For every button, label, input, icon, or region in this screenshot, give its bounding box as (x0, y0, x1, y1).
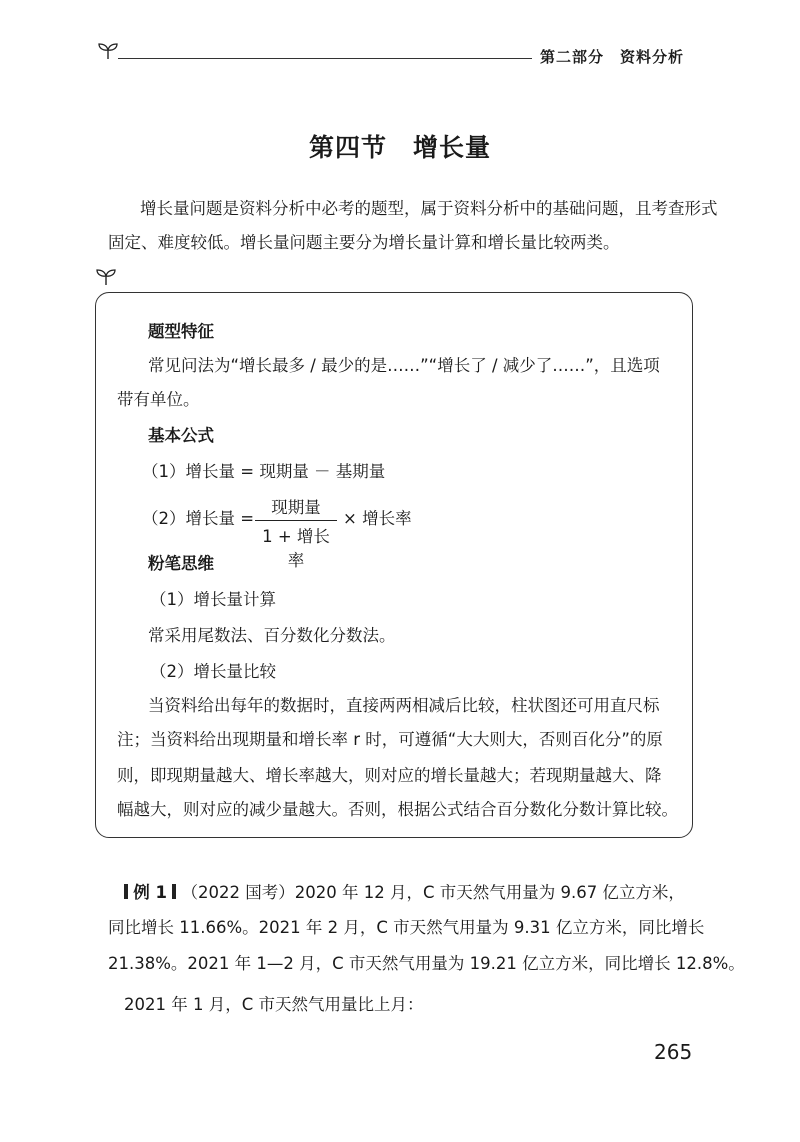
example-question: 2021 年 1 月，C 市天然气用量比上月： (124, 995, 424, 1014)
page-number: 265 (654, 1040, 693, 1064)
formula-1: （1）增长量 = 现期量 － 基期量 (142, 462, 386, 481)
calc-title: （1）增长量计算 (150, 590, 276, 609)
features-line-1: 常见问法为“增长最多 / 最少的是……”“增长了 / 减少了……”，且选项 (148, 356, 660, 375)
intro-line-1: 增长量问题是资料分析中必考的题型，属于资料分析中的基础问题，且考查形式 (140, 199, 718, 218)
sprout-icon (97, 42, 119, 60)
example-marker-right (172, 884, 176, 899)
formula-2-fraction (255, 494, 337, 571)
page-title: 第四节 增长量 (308, 133, 491, 162)
intro-line-2: 固定、难度较低。增长量问题主要分为增长量计算和增长量比较两类。 (108, 233, 620, 252)
example-line-3: 21.38%。2021 年 1—2 月，C 市天然气用量为 19.21 亿立方米，同比增长 12.8%。 (108, 954, 745, 973)
fraction-denominator: 1 + 增长率 (262, 527, 330, 570)
box-heading-features: 题型特征 (148, 322, 214, 341)
example-label: 例 1 (133, 883, 167, 902)
example-marker-left (124, 884, 128, 899)
fraction-numerator: 现期量 (271, 498, 321, 517)
compare-line-4: 幅越大，则对应的减少量越大。否则，根据公式结合百分数化分数计算比较。 (117, 800, 678, 819)
section-header: 第二部分 资料分析 (540, 48, 685, 66)
compare-title: （2）增长量比较 (150, 662, 276, 681)
sprout-icon (95, 268, 117, 286)
formula-2-left: （2）增长量 = (142, 509, 255, 528)
compare-line-1: 当资料给出每年的数据时，直接两两相减后比较，柱状图还可用直尺标 (148, 696, 660, 715)
example-line-1-text: （2022 国考）2020 年 12 月，C 市天然气用量为 9.67 亿立方米， (181, 883, 685, 902)
example-line-1 (124, 876, 685, 910)
features-line-2: 带有单位。 (117, 390, 200, 409)
calc-body: 常采用尾数法、百分数化分数法。 (148, 626, 396, 645)
box-heading-formula: 基本公式 (148, 426, 214, 445)
formula-2-right: × 增长率 (343, 509, 412, 528)
example-line-2: 同比增长 11.66%。2021 年 2 月，C 市天然气用量为 9.31 亿立方米，同比增长 (108, 918, 705, 937)
compare-line-2: 注；当资料给出现期量和增长率 r 时，可遵循“大大则大，否则百化分”的原 (117, 730, 663, 749)
compare-line-3: 则，即现期量越大、增长率越大，则对应的增长量越大；若现期量越大、降 (117, 766, 662, 785)
header-rule (118, 58, 532, 59)
box-heading-thinking: 粉笔思维 (148, 554, 214, 573)
